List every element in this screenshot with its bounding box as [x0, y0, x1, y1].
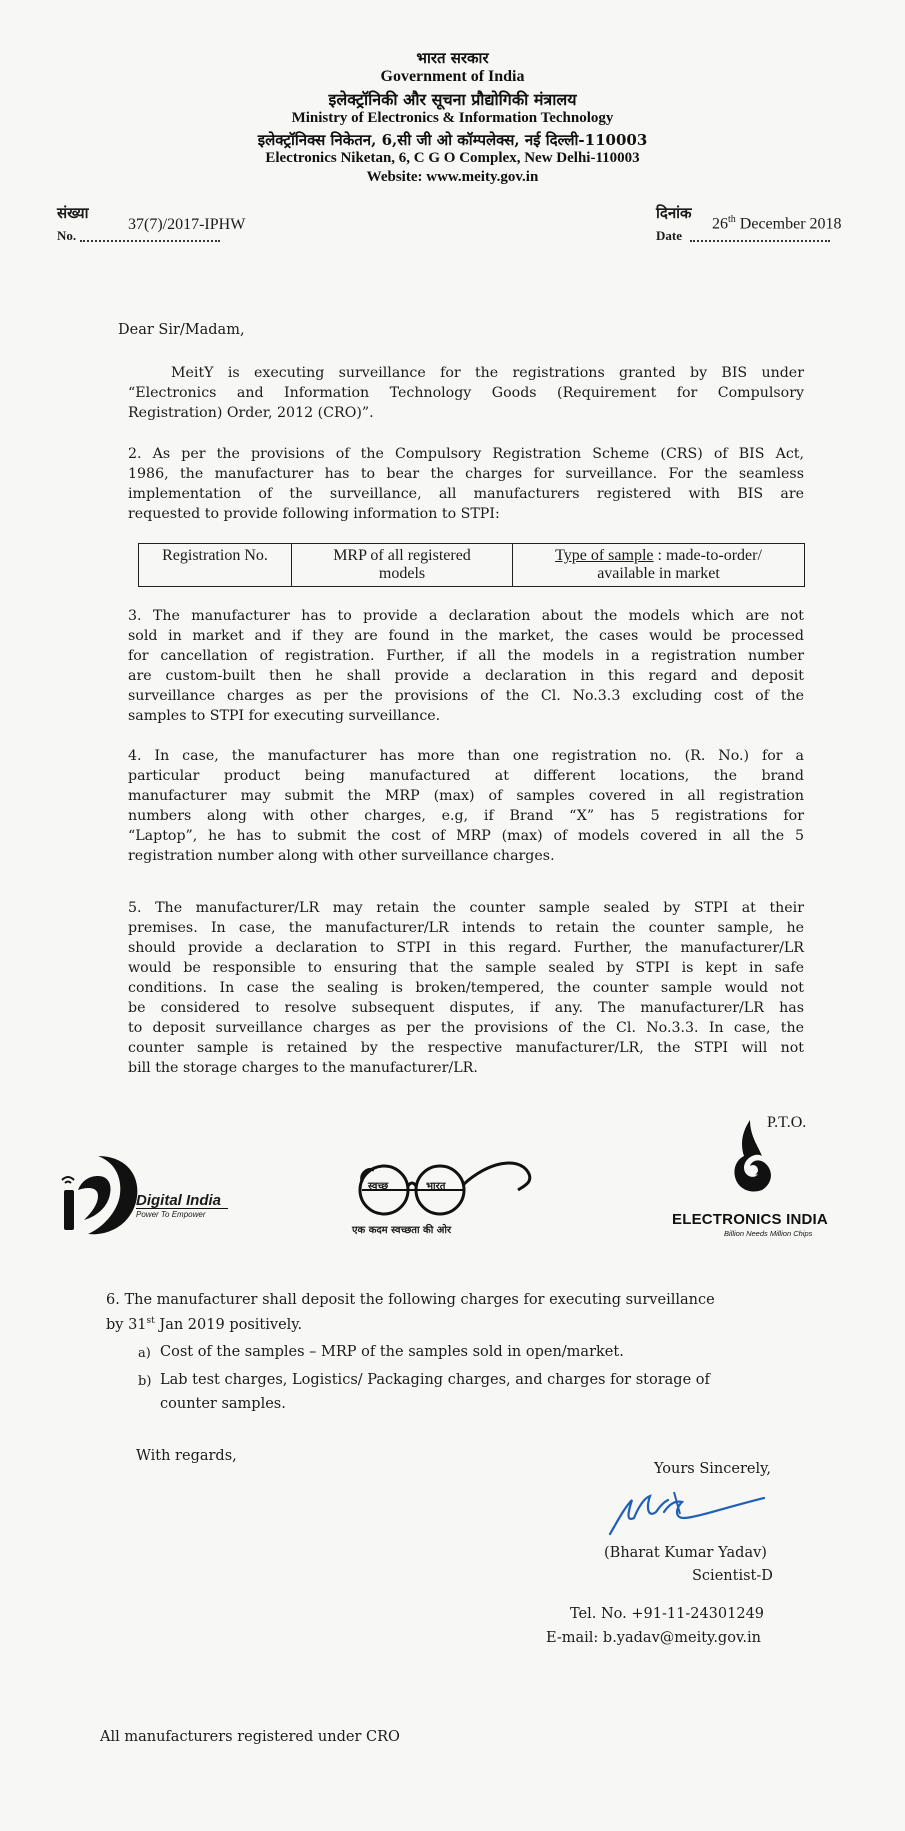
paragraph-4-line: registration number along with other surveillance charges.	[128, 848, 555, 864]
paragraph-3-line: sold in market and if they are found in the market, the cases would be processed	[128, 628, 804, 644]
paragraph-5-line: 5. The manufacturer/LR may retain the counter sample sealed by STPI at their	[128, 900, 804, 916]
swachh-left-text: स्वच्छ	[368, 1181, 389, 1192]
paragraph-5-line: to deposit surveillance charges as per the provisions of the Cl. No.3.3. In case, the	[128, 1020, 804, 1036]
ref-no-dotted-line	[80, 238, 220, 242]
date-value: 26th December 2018	[712, 214, 842, 233]
date-label-hindi: दिनांक	[656, 204, 692, 222]
digital-india-rule	[136, 1208, 228, 1209]
paragraph-5-line: bill the storage charges to the manufacturer/LR.	[128, 1060, 478, 1076]
paragraph-2-line: requested to provide following information to STPI:	[128, 506, 500, 522]
table-row	[139, 544, 805, 587]
letterhead-ministry-hindi: इलेक्ट्रॉनिकी और सूचना प्रौद्योगिकी मंत्रालय	[328, 90, 577, 109]
list-item-a: Cost of the samples – MRP of the samples sold in open/market.	[160, 1344, 624, 1360]
letterhead-address-hindi: इलेक्ट्रॉनिक्स निकेतन, 6,सी जी ओ कॉम्पलेक्स, नई दिल्ली-110003	[257, 131, 648, 149]
paragraph-4	[128, 746, 804, 866]
paragraph-5-line: premises. In case, the manufacturer/LR intends to retain the counter sample, he	[128, 920, 804, 936]
list-marker-b: b)	[138, 1374, 152, 1389]
letterhead-govt-hindi: भारत सरकार	[416, 49, 489, 67]
paragraph-5-line: would be responsible to ensuring that the sample sealed by STPI is kept in safe	[128, 960, 804, 976]
paragraph-5-line: counter sample is retained by the respective manufacturer/LR, the STPI will not	[128, 1040, 804, 1056]
paragraph-3-line: are custom-built then he shall provide a declaration in this regard and deposit	[128, 668, 804, 684]
date-dotted-line	[690, 238, 830, 242]
paragraph-1-line: Registration) Order, 2012 (CRO)”.	[128, 405, 374, 421]
letterhead-govt: Government of India	[380, 68, 525, 85]
table-cell-registration: Registration No.	[139, 544, 292, 587]
paragraph-5-line: conditions. In case the sealing is broken/tempered, the counter sample would not	[128, 980, 804, 996]
paragraph-4-line: “Laptop”, he has to submit the cost of MRP (max) of models covered in all the 5	[128, 828, 804, 844]
electronics-india-logo	[668, 1118, 848, 1243]
table-cell-sample-type: Type of sample : made-to-order/ available in market	[513, 544, 805, 587]
information-table	[138, 543, 805, 587]
signatory-telephone: Tel. No. +91-11-24301249	[570, 1606, 765, 1622]
electronics-india-text: ELECTRONICS INDIA	[672, 1211, 828, 1228]
paragraph-3-line: for cancellation of registration. Further, if all the models in a registration number	[128, 648, 804, 664]
paragraph-3-line: samples to STPI for executing surveillance.	[128, 708, 441, 724]
paragraph-5	[128, 898, 804, 1078]
paragraph-2	[128, 444, 804, 524]
electronics-india-tagline: Billion Needs Million Chips	[724, 1229, 813, 1238]
salutation: Dear Sir/Madam,	[118, 322, 245, 338]
ref-no-value: 37(7)/2017-IPHW	[128, 216, 246, 233]
paragraph-1-line: MeitY is executing surveillance for the registrations granted by BIS under	[171, 365, 804, 381]
paragraph-4-line: 4. In case, the manufacturer has more than one registration no. (R. No.) for a	[128, 748, 804, 764]
paragraph-2-line: 1986, the manufacturer has to bear the charges for surveillance. For the seamless	[128, 466, 804, 482]
paragraph-2-line: implementation of the surveillance, all manufacturers registered with BIS are	[128, 486, 804, 502]
digital-india-icon	[58, 1150, 148, 1240]
addressee: All manufacturers registered under CRO	[100, 1729, 400, 1745]
paragraph-3-line: 3. The manufacturer has to provide a declaration about the models which are not	[128, 608, 804, 624]
closing-yours-sincerely: Yours Sincerely,	[654, 1461, 771, 1477]
paragraph-3-line: surveillance charges as per the provisions of the Cl. No.3.3 excluding cost of the	[128, 688, 804, 704]
pto-label: P.T.O.	[767, 1114, 807, 1131]
digital-india-tagline: Power To Empower	[136, 1210, 206, 1219]
list-item-b-line2: counter samples.	[160, 1396, 286, 1412]
paragraph-3	[128, 606, 804, 726]
signatory-name: (Bharat Kumar Yadav)	[604, 1545, 767, 1561]
list-item-b-line1: Lab test charges, Logistics/ Packaging charges, and charges for storage of	[160, 1372, 710, 1388]
paragraph-5-line: should provide a declaration to STPI in this regard. Further, the manufacturer/LR	[128, 940, 804, 956]
paragraph-4-line: numbers along with other charges, e.g, if Brand “X” has 5 registrations for	[128, 808, 804, 824]
electronics-india-icon	[728, 1118, 778, 1198]
signatory-email: E-mail: b.yadav@meity.gov.in	[546, 1630, 762, 1646]
paragraph-6-line2: by 31st Jan 2019 positively.	[106, 1316, 303, 1333]
swachh-right-text: भारत	[426, 1181, 446, 1192]
digital-india-logo	[58, 1150, 258, 1240]
table-cell-mrp: MRP of all registered models	[292, 544, 513, 587]
letterhead-website: Website: www.meity.gov.in	[366, 169, 539, 185]
ref-no-label-hindi: संख्या	[57, 204, 89, 222]
swachh-bharat-logo	[348, 1152, 538, 1242]
closing-regards: With regards,	[136, 1448, 237, 1464]
paragraph-2-line: 2. As per the provisions of the Compulsory Registration Scheme (CRS) of BIS Act,	[128, 446, 804, 462]
paragraph-1	[128, 363, 804, 423]
date-label: Date	[656, 228, 682, 243]
swachh-tagline: एक कदम स्वच्छता की ओर	[352, 1225, 452, 1236]
signatory-designation: Scientist-D	[692, 1568, 773, 1584]
paragraph-1-line: “Electronics and Information Technology Goods (Requirement for Compulsory	[128, 385, 804, 401]
paragraph-4-line: particular product being manufactured at different locations, the brand	[128, 768, 804, 784]
list-marker-a: a)	[138, 1346, 151, 1361]
letterhead-address: Electronics Niketan, 6, C G O Complex, New Delhi-110003	[265, 150, 640, 166]
digital-india-text: Digital India	[136, 1192, 222, 1209]
paragraph-5-line: be considered to resolve subsequent disputes, if any. The manufacturer/LR has	[128, 1000, 804, 1016]
signature	[604, 1478, 774, 1548]
letterhead-ministry: Ministry of Electronics & Information Technology	[291, 110, 614, 126]
paragraph-6-line1: 6. The manufacturer shall deposit the following charges for executing surveillance	[106, 1292, 715, 1308]
ref-no-label: No.	[57, 228, 77, 243]
paragraph-4-line: manufacturer may submit the MRP (max) of samples covered in all registration	[128, 788, 804, 804]
